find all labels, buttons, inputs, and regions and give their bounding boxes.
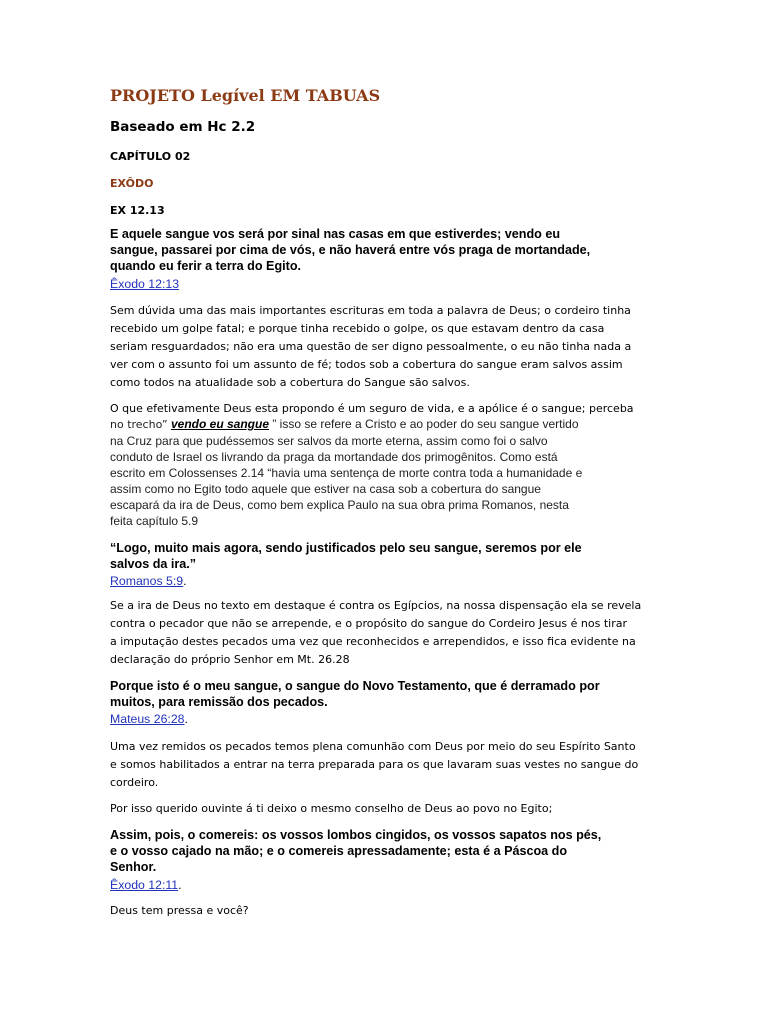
paragraph-1 [110,302,658,392]
verse-link-row [110,276,658,292]
verse-link-mateus-26-28[interactable]: Mateus 26:28 [110,712,185,726]
verse-link-row [110,711,658,727]
closing-line: Deus tem pressa e você? [110,904,249,917]
paragraph-line: e somos habilitados a entrar na terra preparada para os que lavaram suas vestes no sangue do [110,758,639,771]
paragraph-line: feita capítulo 5.9 [110,514,199,528]
paragraph-line: conduto de Israel os livrando da praga da mortandade dos primogênitos. Como está [110,450,558,464]
paragraph-line: Sem dúvida uma das mais importantes escrituras em toda a palavra de Deus; o cordeiro tinha [110,304,631,317]
paragraph-line: Uma vez remidos os pecados temos plena comunhão com Deus por meio do seu Espírito Santo [110,740,636,753]
link-period: . [178,878,182,892]
paragraph-line: cordeiro. [110,776,159,789]
verse-line: E aquele sangue vos será por sinal nas casas em que estiverdes; vendo eu [110,227,561,241]
paragraph-line: ver com o assunto foi um assunto de fé; todos sob a cobertura do sangue eram salvos assim [110,358,623,371]
paragraph-line: recebido um golpe fatal; e porque tinha recebido o golpe, os que estavam dentro da casa [110,322,605,335]
paragraph-2-first-line: O que efetivamente Deus esta propondo é um seguro de vida, e a apólice é o sangue; perceba [110,402,634,415]
paragraph-2-body [110,416,658,529]
verse-quote-mateus-26-28 [110,678,658,710]
verse-line: muitos, para remissão dos pecados. [110,695,328,709]
paragraph-line: como todos na atualidade sob a cobertura do Sangue são salvos. [110,376,470,389]
paragraph-line [110,416,658,433]
paragraph-4 [110,738,658,792]
verse-line: salvos da ira.” [110,557,197,571]
paragraph-3 [110,597,658,669]
paragraph-line: Por isso querido ouvinte á ti deixo o mesmo conselho de Deus ao povo no Egito; [110,802,553,815]
link-period: . [183,574,187,588]
verse-quote-exodo-12-13 [110,226,658,274]
paragraph-line: escrito em Colossenses 2.14 “havia uma sentença de morte contra toda a humanidade e [110,466,583,480]
paragraph-line: declaração do próprio Senhor em Mt. 26.28 [110,653,350,666]
document-subtitle: Baseado em Hc 2.2 [110,119,256,135]
verse-line: sangue, passarei por cima de vós, e não haverá entre vós praga de mortandade, [110,243,591,257]
paragraph-line: na Cruz para que pudéssemos ser salvos da morte eterna, assim como foi o salvo [110,434,548,448]
chapter-heading: CAPÍTULO 02 [110,150,191,163]
paragraph-line: seriam resguardados; não era uma questão de ser digno pessoalmente, o eu não tinha nada a [110,340,632,353]
verse-link-row [110,573,658,589]
verse-line: Assim, pois, o comereis: os vossos lombos cingidos, os vossos sapatos nos pés, [110,828,602,842]
document-title: PROJETO Legível EM TABUAS [110,86,381,105]
verse-quote-romanos-5-9 [110,540,658,572]
verse-link-exodo-12-13[interactable]: Êxodo 12:13 [110,277,180,291]
verse-line: Porque isto é o meu sangue, o sangue do Novo Testamento, que é derramado por [110,679,600,693]
verse-link-romanos-5-9[interactable]: Romanos 5:9 [110,574,184,588]
paragraph-line: assim como no Egito todo aquele que estiver na casa sob a cobertura do sangue [110,482,541,496]
paragraph-5 [110,800,658,818]
paragraph-text: ” isso se refere a Cristo e ao poder do seu sangue vertido [272,417,579,431]
book-heading: EXÔDO [110,177,154,190]
verse-link-exodo-12-11[interactable]: Êxodo 12:11 [110,878,179,892]
verse-line: quando eu ferir a terra do Egito. [110,259,302,273]
link-period: . [184,712,188,726]
paragraph-line: a imputação destes pecados uma vez que reconhecidos e arrependidos, e isso fica evidente na [110,635,636,648]
verse-reference-heading: EX 12.13 [110,204,165,217]
verse-link-row [110,877,658,893]
verse-line: e o vosso cajado na mão; e o comereis apressadamente; esta é a Páscoa do [110,844,568,858]
paragraph-line: contra o pecador que não se arrepende, e o propósito do sangue do Cordeiro Jesus é nos tirar [110,617,627,630]
paragraph-text: no trecho” [110,418,168,431]
verse-line: Senhor. [110,860,157,874]
emphasized-phrase: vendo eu sangue [170,417,269,431]
paragraph-line: escapará da ira de Deus, como bem explica Paulo na sua obra prima Romanos, nesta [110,498,569,512]
verse-line: “Logo, muito mais agora, sendo justificados pelo seu sangue, seremos por ele [110,541,582,555]
paragraph-line: Se a ira de Deus no texto em destaque é contra os Egípcios, na nossa dispensação ela se revela [110,599,642,612]
verse-quote-exodo-12-11 [110,827,658,875]
